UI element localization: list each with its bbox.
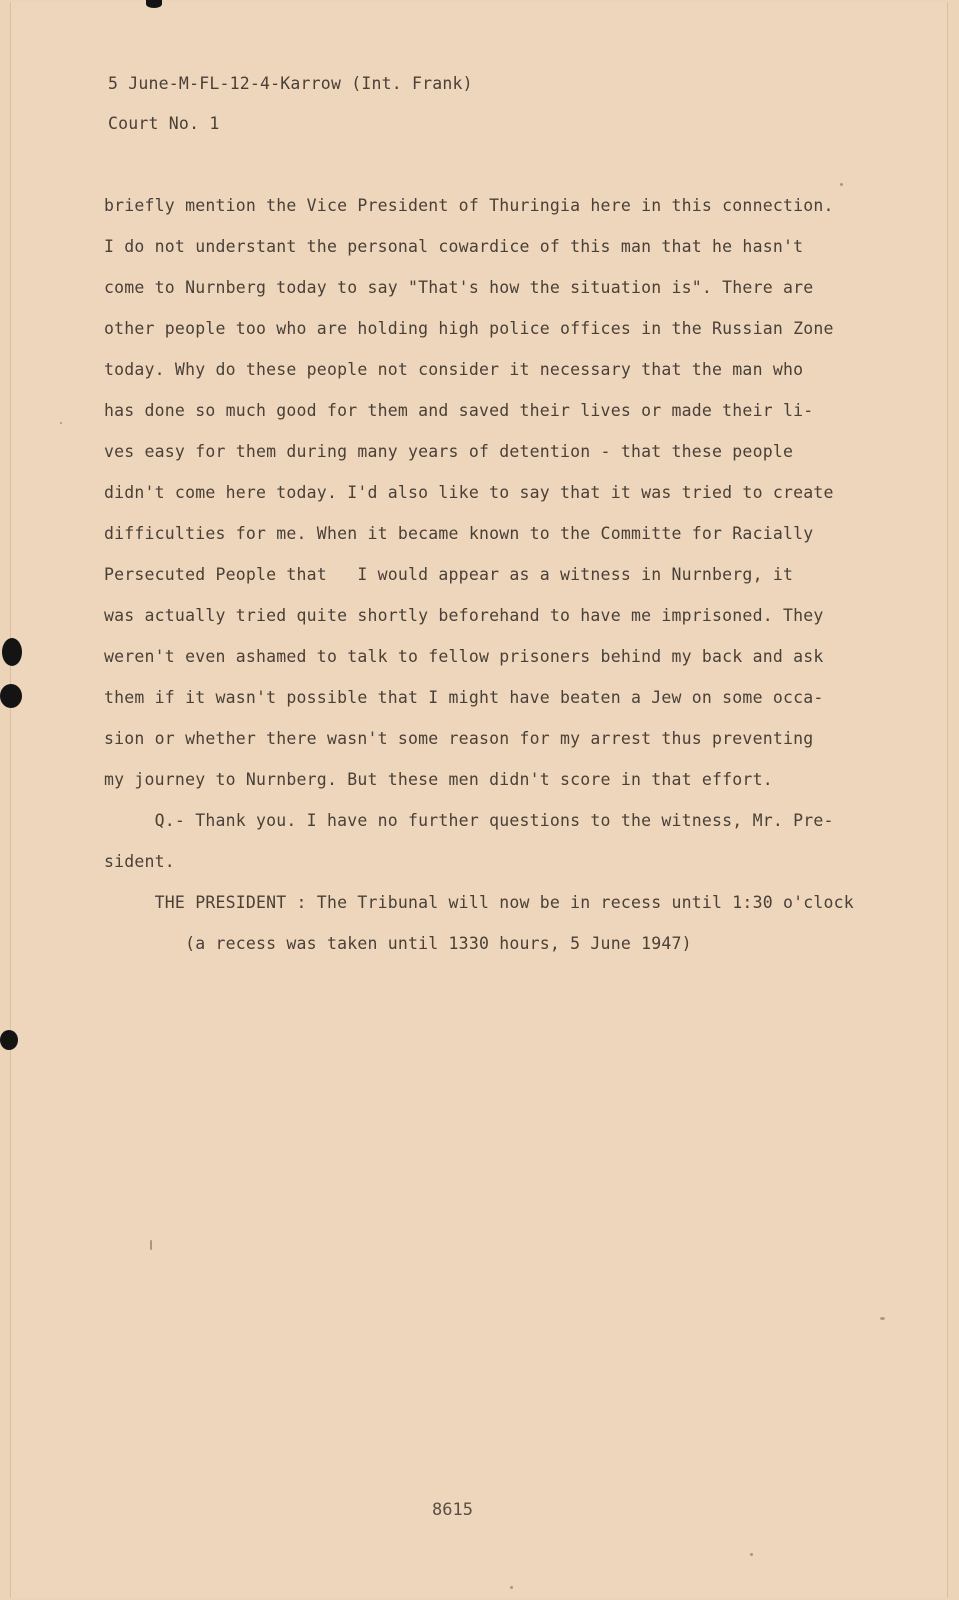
text-line: I do not understant the personal cowardice of this man that he hasn't	[104, 237, 804, 256]
text-line: them if it wasn't possible that I might have beaten a Jew on some occa-	[104, 688, 824, 707]
text-line: sion or whether there wasn't some reason for my arrest thus preventing	[104, 729, 814, 748]
text-line: weren't even ashamed to talk to fellow prisoners behind my back and ask	[104, 647, 824, 666]
paper-speck	[880, 1317, 885, 1320]
text-line: has done so much good for them and saved their lives or made their li-	[104, 401, 814, 420]
punch-hole-mark	[0, 1030, 18, 1050]
text-line: my journey to Nurnberg. But these men didn't score in that effort.	[104, 770, 773, 789]
text-line: ves easy for them during many years of detention - that these people	[104, 442, 794, 461]
text-line: difficulties for me. When it became known to the Committe for Racially	[104, 524, 814, 543]
paper-speck	[60, 422, 62, 424]
top-edge-mark	[146, 0, 162, 8]
paper-speck	[840, 183, 843, 186]
text-line: Persecuted People that I would appear as a witness in Nurnberg, it	[104, 565, 794, 584]
header-reference-line: 5 June-M-FL-12-4-Karrow (Int. Frank)	[108, 74, 473, 93]
paper-speck	[510, 1586, 513, 1589]
text-line: THE PRESIDENT : The Tribunal will now be in recess until 1:30 o'clock	[104, 893, 854, 912]
page-number: 8615	[432, 1500, 473, 1520]
text-line: briefly mention the Vice President of Thuringia here in this connection.	[104, 196, 834, 215]
text-line: come to Nurnberg today to say "That's how the situation is". There are	[104, 278, 814, 297]
header-court-line: Court No. 1	[108, 114, 220, 133]
punch-hole-mark	[0, 684, 22, 708]
text-line: today. Why do these people not consider it necessary that the man who	[104, 360, 804, 379]
text-line: Q.- Thank you. I have no further questions to the witness, Mr. Pre-	[104, 811, 834, 830]
paper-speck	[150, 1240, 152, 1250]
punch-hole-mark	[2, 638, 22, 666]
text-line: other people too who are holding high police offices in the Russian Zone	[104, 319, 834, 338]
text-line: was actually tried quite shortly beforehand to have me imprisoned. They	[104, 606, 824, 625]
paper-speck	[750, 1553, 753, 1556]
text-line: sident.	[104, 852, 175, 871]
text-line: (a recess was taken until 1330 hours, 5 June 1947)	[104, 934, 692, 953]
text-line: didn't come here today. I'd also like to say that it was tried to create	[104, 483, 834, 502]
